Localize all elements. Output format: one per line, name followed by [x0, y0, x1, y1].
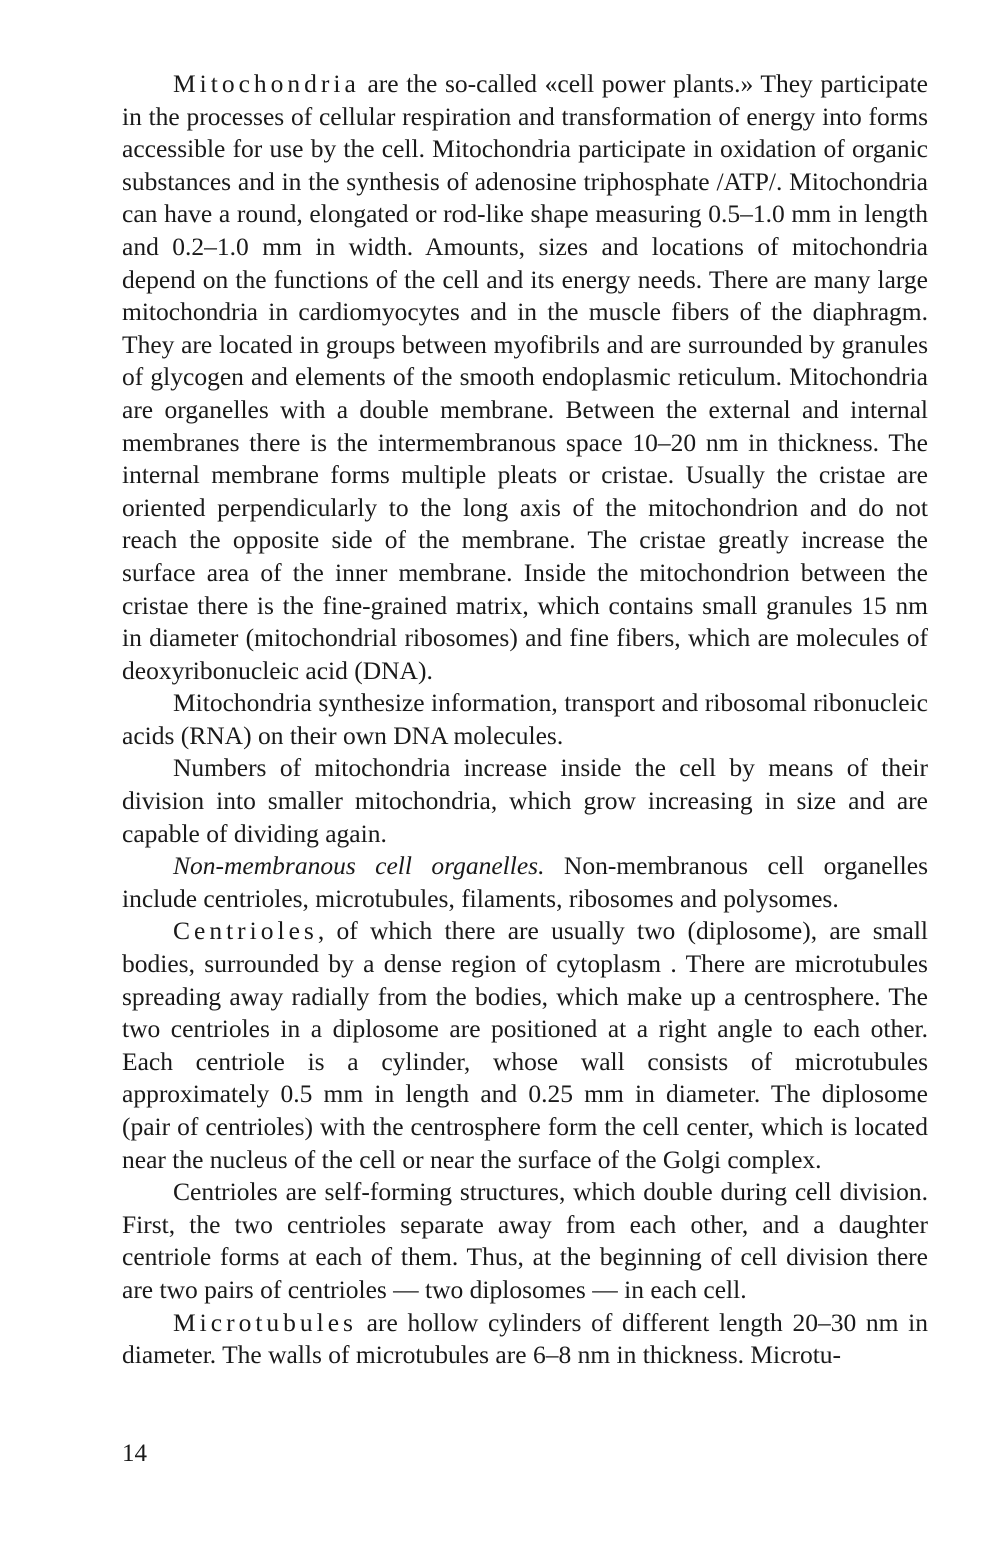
- paragraph-centrioles: Centrioles, of which there are usually two (diplosome), are small bodies, surrounded by a dense region of cytoplasm . There are microtubules spreading away radially from the bodies, which make up a centrosphere. The two centrioles in a diplosome are positioned at a right angle to each other. Each centriole is a cylinder, whose wall consists of microtubules approximately 0.5 mm in length and 0.25 mm in diameter. The diplosome (pair of centrioles) with the centrosphere form the cell center, which is located near the nucleus of the cell or near the surface of the Golgi complex.: [122, 916, 928, 1174]
- paragraph-mitochondria: Mitochondria are the so-called «cell power plants.» They participate in the processes of cellular respiration and transformation of energy into forms accessible for use by the cell. Mitochondria participate in oxidation of organic substances and in the synthesis of adenosine triphosphate /ATP/. Mitochondria can have a round, elongated or rod-like shape measuring 0.5–1.0 mm in length and 0.2–1.0 mm in width. Amounts, sizes and locations of mitochondria depend on the functions of the cell and its energy needs. There are many large mitochondria in cardiomyocytes and in the muscle fibers of the diaphragm. They are located in groups between myofibrils and are surrounded by granules of glycogen and elements of the smooth endoplasmic reticulum. Mitochondria are organelles with a double membrane. Between the external and internal membranes there is the intermembranous space 10–20 nm in thickness. The internal membrane forms multiple pleats or cristae. Usually the cristae are oriented perpendicularly to the long axis of the mitochondrion and do not reach the opposite side of the membrane. The cristae greatly increase the surface area of the inner membrane. Inside the mitochondrion between the cristae there is the fine-grained matrix, which contains small granules 15 nm in diameter (mitochondrial ribosomes) and fine fibers, which are molecules of deoxyribonucleic acid (DNA).: [122, 69, 928, 685]
- document-page: [122, 68, 928, 1372]
- paragraph-non-membranous: Non-membranous cell organelles. Non-membranous cell organelles include centrioles, microtubules, filaments, ribosomes and polysomes.: [122, 851, 929, 913]
- term-centrioles: Centrioles: [173, 916, 318, 946]
- paragraph-centriole-division: Centrioles are self-forming structures, which double during cell division. First, the two centrioles separate away from each other, and a daughter centriole forms at each of them. Thus, at the beginning of cell division there are two pairs of centrioles — two diplosomes — in each cell.: [122, 1177, 928, 1304]
- paragraph-mitochondria-rna: Mitochondria synthesize information, transport and ribosomal ribonucleic acids (RNA) on their own DNA molecules.: [122, 688, 928, 750]
- term-microtubules: Microtubules: [173, 1307, 357, 1337]
- section-heading-non-membranous: Non-membranous cell organelles.: [173, 851, 545, 881]
- term-mitochondria: Mitochondria: [173, 69, 360, 98]
- paragraph-mitochondria-division: Numbers of mitochondria increase inside the cell by means of their division into smaller mitochondria, which grow increasing in size and are capable of dividing again.: [122, 753, 928, 848]
- paragraph-microtubules: Microtubules are hollow cylinders of different length 20–30 nm in diameter. The walls of microtubules are 6–8 nm in thickness. Microtu-: [122, 1307, 928, 1370]
- page-number: 14: [122, 1440, 147, 1467]
